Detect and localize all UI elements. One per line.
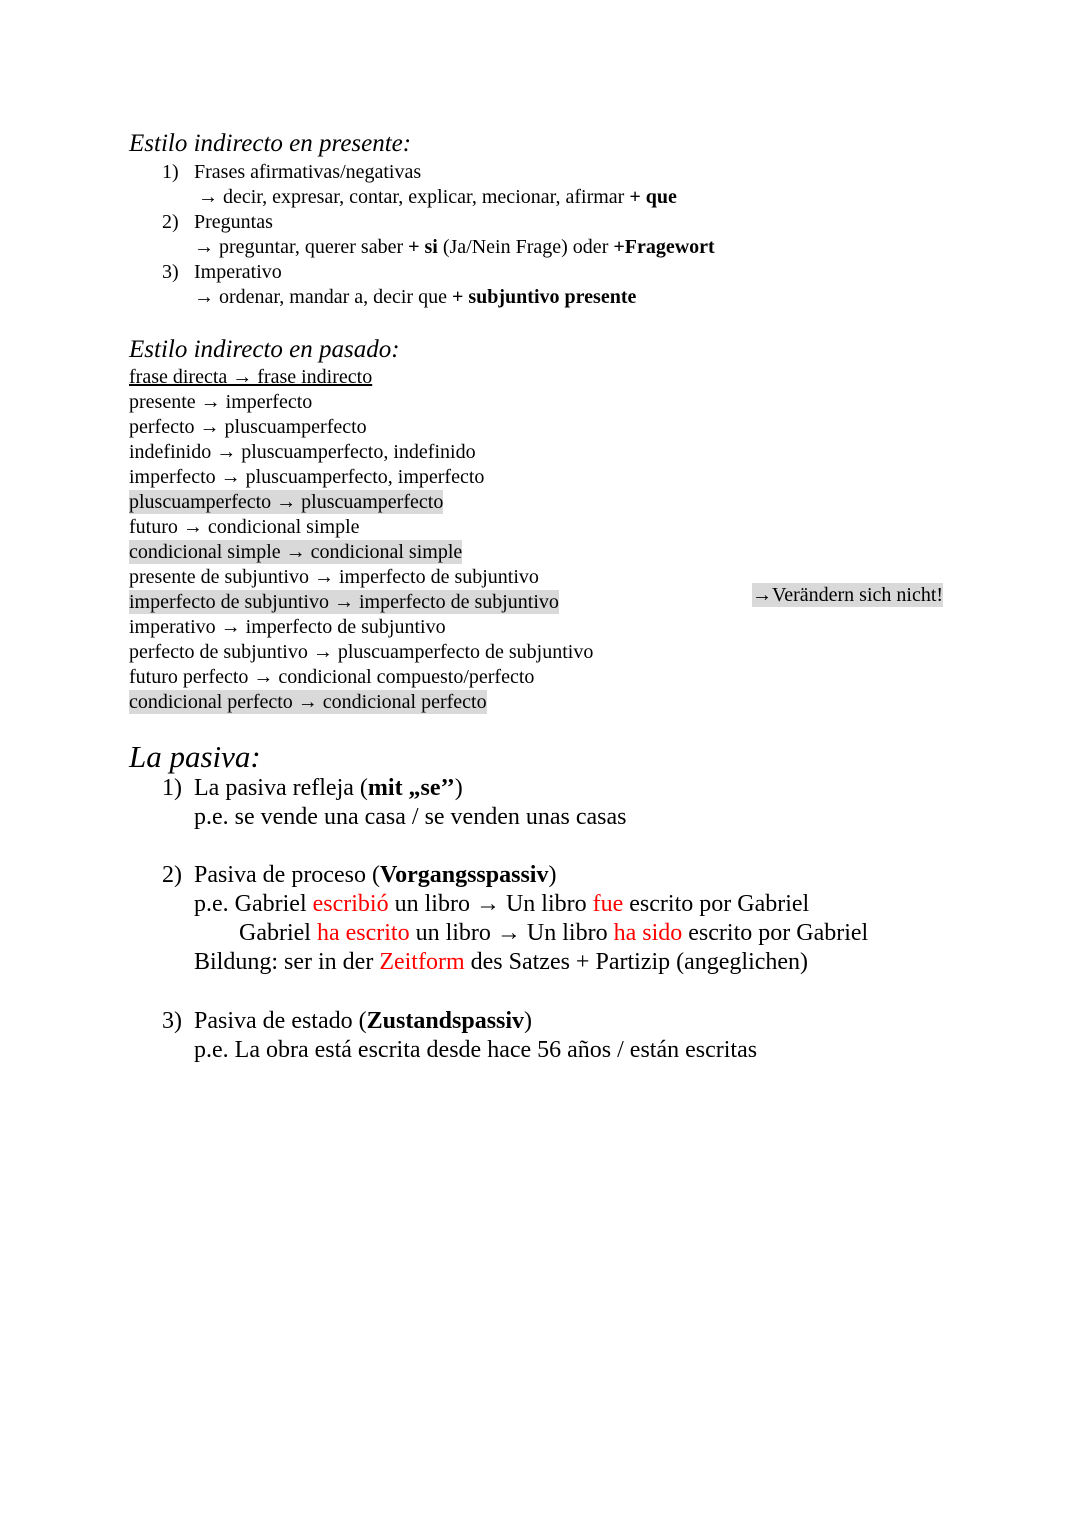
tense-row: indefinido → pluscuamperfecto, indefinido: [129, 441, 476, 463]
example-state-passive: p.e. La obra está escrita desde hace 56 años / están escritas: [194, 1037, 758, 1063]
rule-affirmative: [198, 185, 677, 209]
title-bold: Vorgangsspassiv: [379, 862, 549, 888]
example-text: p.e. Gabriel: [194, 891, 313, 917]
formation-rule: [194, 948, 808, 976]
rule-text: des Satzes + Partizip (angeglichen): [464, 949, 809, 975]
rule-imperative: [194, 285, 636, 309]
tense-row: imperfecto → pluscuamperfecto, imperfecto: [129, 466, 485, 488]
heading-indirect-past: Estilo indirecto en pasado:: [129, 336, 400, 363]
title-text: Pasiva de proceso (: [194, 862, 380, 888]
list-number: 3): [162, 1008, 182, 1034]
rule-text: → decir, expresar, contar, explicar, mecionar, afirmar: [198, 186, 625, 208]
tense-row: imperativo → imperfecto de subjuntivo: [129, 616, 446, 638]
rule-bold: +Fragewort: [613, 236, 715, 258]
item-title-process-passive: [194, 861, 556, 889]
tense-row-unchanged: condicional perfecto → condicional perfecto: [129, 691, 487, 713]
highlighted-term: Zeitform: [379, 949, 465, 975]
example-process-passive-2: [239, 919, 868, 947]
example-text: Gabriel: [239, 920, 317, 946]
tense-row: presente → imperfecto: [129, 391, 313, 413]
tense-row-unchanged: imperfecto de subjuntivo → imperfecto de subjuntivo: [129, 591, 559, 613]
item-title-questions: Preguntas: [194, 211, 273, 233]
list-number: 3): [162, 261, 179, 283]
example-text: un libro → Un libro: [388, 891, 593, 917]
rule-text: → ordenar, mandar a, decir que: [194, 286, 447, 308]
title-bold: mit „se’’: [367, 775, 455, 801]
rule-text: → preguntar, querer saber: [194, 236, 404, 258]
highlighted-verb: escribió: [312, 891, 389, 917]
unchanged-note: →Verändern sich nicht!: [752, 584, 944, 606]
title-text: La pasiva refleja (: [194, 775, 368, 801]
highlighted-verb: ha sido: [613, 920, 683, 946]
tense-table-header: frase directa → frase indirecto: [129, 366, 373, 388]
tense-row: perfecto de subjuntivo → pluscuamperfecto de subjuntivo: [129, 641, 594, 663]
title-text: ): [524, 1008, 533, 1034]
list-number: 2): [162, 862, 182, 888]
title-bold: Zustandspassiv: [366, 1008, 525, 1034]
heading-passive: La pasiva:: [129, 739, 261, 774]
item-title-affirmative: Frases afirmativas/negativas: [194, 161, 422, 183]
title-text: Pasiva de estado (: [194, 1008, 367, 1034]
rule-questions: [194, 235, 715, 259]
example-text: escrito por Gabriel: [682, 920, 869, 946]
tense-row: presente de subjuntivo → imperfecto de subjuntivo: [129, 566, 539, 588]
list-number: 1): [162, 775, 182, 801]
list-number: 1): [162, 161, 179, 183]
item-title-imperative: Imperativo: [194, 261, 282, 283]
rule-text: (Ja/Nein Frage) oder: [442, 236, 609, 258]
rule-text: Bildung: ser in der: [194, 949, 380, 975]
title-text: ): [548, 862, 557, 888]
tense-row: perfecto → pluscuamperfecto: [129, 416, 367, 438]
item-title-state-passive: [194, 1007, 532, 1035]
tense-row: futuro → condicional simple: [129, 516, 360, 538]
tense-row-unchanged: condicional simple → condicional simple: [129, 541, 463, 563]
heading-indirect-present: Estilo indirecto en presente:: [129, 130, 412, 157]
example-text: un libro → Un libro: [409, 920, 614, 946]
highlighted-verb: fue: [592, 891, 624, 917]
rule-bold: + subjuntivo presente: [451, 286, 637, 308]
example-reflexive-passive: p.e. se vende una casa / se venden unas casas: [194, 804, 627, 830]
example-text: escrito por Gabriel: [623, 891, 810, 917]
rule-bold: + si: [408, 236, 438, 258]
item-title-reflexive-passive: [194, 774, 463, 802]
list-number: 2): [162, 211, 179, 233]
example-process-passive-1: [194, 890, 809, 918]
rule-bold: + que: [629, 186, 677, 208]
highlighted-verb: ha escrito: [316, 920, 410, 946]
title-text: ): [454, 775, 463, 801]
tense-row-unchanged: pluscuamperfecto → pluscuamperfecto: [129, 491, 444, 513]
tense-row: futuro perfecto → condicional compuesto/perfecto: [129, 666, 535, 688]
